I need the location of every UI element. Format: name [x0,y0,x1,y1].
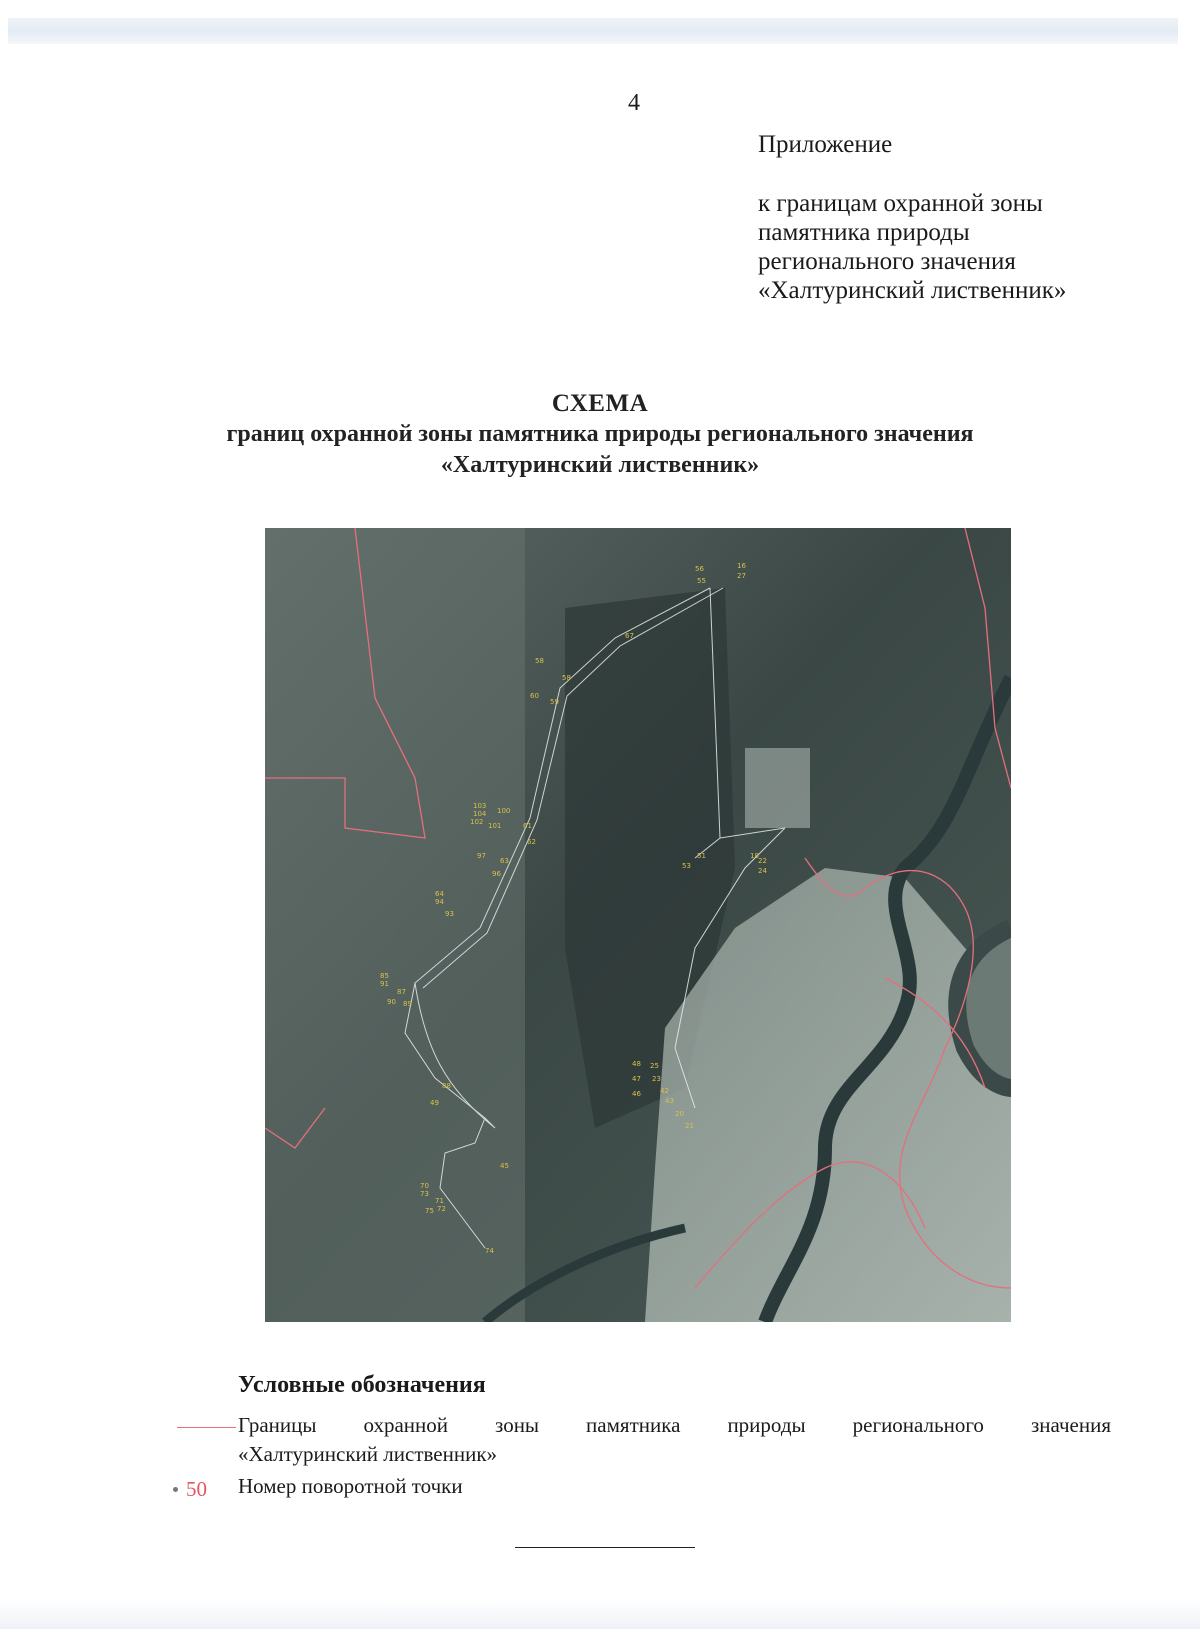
point-label: 43 [665,1097,674,1105]
point-label: 67 [625,632,634,640]
point-label: 47 [632,1075,641,1083]
point-label: 22 [758,857,767,865]
point-label: 51 [697,852,706,860]
clearcut-area [745,748,810,828]
point-label: 100 [497,807,511,815]
point-label: 74 [485,1247,494,1255]
point-label: 23 [652,1075,661,1083]
river-bend [957,928,1011,1088]
appendix-line: «Халтуринский лиственник» [758,277,1067,304]
page-number: 4 [628,90,640,116]
point-label: 49 [430,1099,439,1107]
point-label: 94 [435,898,444,906]
appendix-line: к границам охранной зоны [758,190,1043,217]
point-label: 73 [420,1190,429,1198]
point-label: 25 [650,1062,659,1070]
point-label: 61 [523,822,532,830]
point-label: 97 [477,852,486,860]
lighter-forest-area [265,528,525,1322]
point-label: 60 [530,692,539,700]
point-label: 88 [442,1082,451,1090]
point-label: 104 [473,810,487,818]
point-label: 64 [435,890,444,898]
point-number-sample [173,1477,207,1502]
point-label: 72 [437,1205,446,1213]
satellite-map [265,528,1011,1322]
point-label: 58 [535,657,544,665]
point-label: 91 [380,980,389,988]
appendix-line: памятника природы [758,219,970,246]
schema-title-line2: «Халтуринский лиственник» [440,452,760,478]
point-label: 93 [445,910,454,918]
legend-boundary-text-cont: «Халтуринский лиственник» [238,1442,498,1466]
point-label: 27 [737,572,746,580]
point-label: 20 [675,1110,684,1118]
point-label: 103 [473,802,487,810]
appendix-label: Приложение [758,131,893,158]
point-label: 48 [632,1060,641,1068]
schema-title [150,388,1050,481]
footer-divider [515,1547,695,1548]
point-label: 45 [500,1162,509,1170]
boundary-line-sample [177,1427,236,1428]
appendix-line: регионального значения [758,248,1016,275]
point-label: 53 [682,862,691,870]
legend-boundary-text: Границы охранной зоны памятника природы регионального значения [238,1413,1111,1437]
point-label: 101 [488,822,502,830]
satellite-map-svg [265,528,1011,1322]
point-label: 58 [562,674,571,682]
point-label: 24 [758,867,767,875]
appendix-reference [758,189,1066,305]
point-label: 16 [737,562,746,570]
point-label: 96 [492,870,501,878]
point-label: 71 [435,1197,444,1205]
schema-title-main: СХЕМА [551,390,649,417]
point-label: 46 [632,1090,641,1098]
point-label: 90 [387,998,396,1006]
point-label: 56 [695,565,704,573]
point-marker-icon [173,1487,178,1492]
point-label: 75 [425,1207,434,1215]
legend-point-text: Номер поворотной точки [238,1474,463,1498]
point-label: 89 [403,1000,412,1008]
scan-edge-top [8,18,1178,44]
point-label: 85 [380,972,389,980]
legend-heading: Условные обозначения [238,1372,486,1398]
point-label: 63 [500,857,509,865]
point-label: 62 [527,838,536,846]
point-label: 87 [397,988,406,996]
appendix-block [758,130,1066,305]
point-label: 21 [685,1122,694,1130]
point-label: 70 [420,1182,429,1190]
point-label: 18 [750,852,759,860]
schema-title-line1: границ охранной зоны памятника природы регионального значения [226,421,974,447]
point-label: 42 [660,1087,669,1095]
point-label: 102 [470,818,484,826]
point-number-sample-value: 50 [186,1477,207,1501]
point-label: 59 [550,698,559,706]
point-label: 55 [697,577,706,585]
scan-edge-bottom [0,1600,1200,1629]
